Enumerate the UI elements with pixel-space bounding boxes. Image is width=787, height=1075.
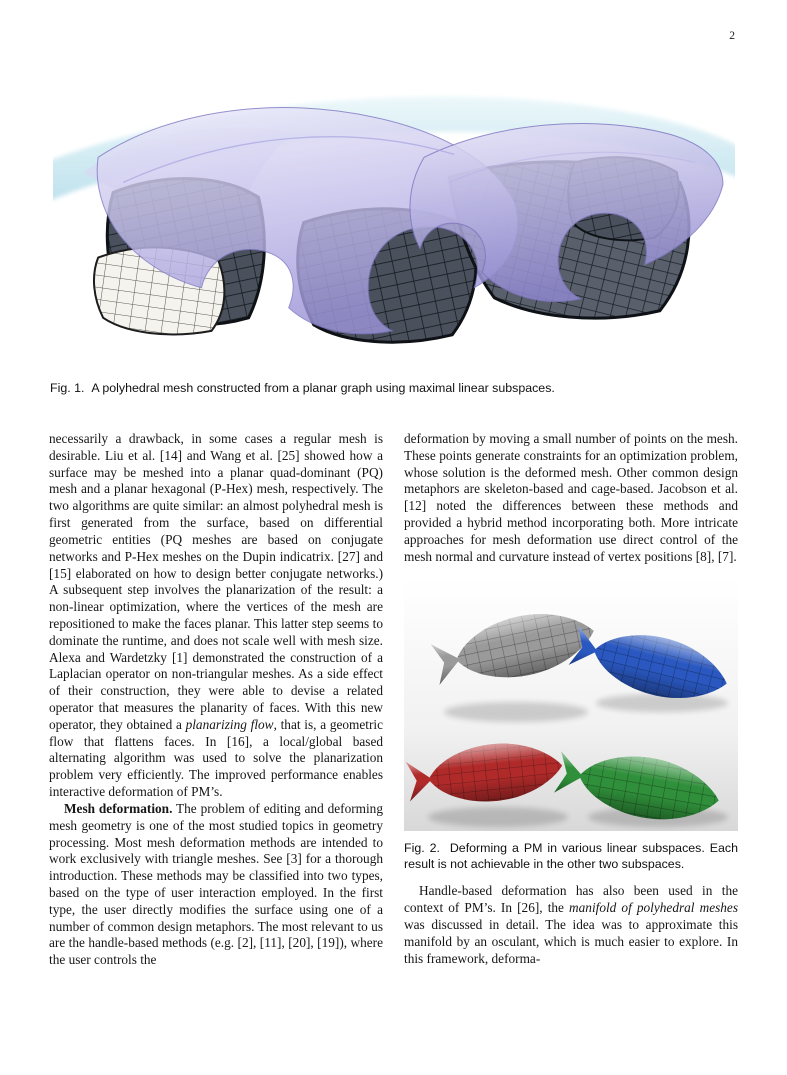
body-text: was discussed in detail. The idea was to approximate this manifold by an osculant, which is much easier to explore. In this framework, deforma- bbox=[404, 916, 738, 966]
italic-text: planarizing flow bbox=[185, 716, 274, 732]
body-text: necessarily a drawback, in some cases a regular mesh is desirable. Liu et al. [14] and Wang et al. [25] showed how a surface may be meshed into a planar quad-dominant (PQ) mesh and a planar hexagonal (P-Hex) mesh, respectively. The two algorithms are quite similar: an almost polyhedral mesh is first generated from the surface, based on differential geometric entities (PQ meshes are based on conjugate networks and P-Hex meshes on the Dupin indicatrix. [27] and [15] elaborated on how to design better conjugate networks.) A subsequent step involves the planarization of the result: a non-linear optimization, where the vertices of the mesh are repositioned to make the faces planar. This latter step seems to dominate the runtime, and does not scale well with mesh size. Alexa and Wardetzky [1] demonstrated the construction of a Laplacian operator on non-triangular meshes. As a side effect of their construction, they were able to devise a related operator that measures the planarity of faces. With this new operator, they obtained a bbox=[49, 431, 383, 732]
right-column bbox=[404, 431, 738, 969]
body-text: The problem of editing and deforming mesh geometry is one of the most studied topics in geometry processing. Most mesh deformation methods are intended to work exclusively with triangle meshes. See [3] for a thorough introduction. These methods may be classified into two types, based on the type of user interaction employed. In the first type, the user directly modifies the surface using one of a number of common design metaphors. The most relevant to us are the handle-based methods (e.g. [2], [11], [20], [19]), where the user controls the bbox=[49, 800, 383, 968]
shadow bbox=[428, 807, 568, 827]
right-column-top bbox=[404, 431, 738, 566]
body-text: , that is, a geometric flow that flattens faces. In [16], a local/global based alternating algorithm was used to solve the planarization problem very efficiently. The improved performance enables interactive deformation of PM’s. bbox=[49, 716, 383, 800]
text-columns bbox=[49, 431, 738, 969]
bold-text: Mesh deformation. bbox=[64, 800, 173, 816]
body-text: deformation by moving a small number of points on the mesh. These points generate constraints for an optimization problem, whose solution is the deformed mesh. Other common design metaphors are skeleton-based and cage-based. Jacobson et al. [12] noted the differences between these methods and provided a hybrid method incorporating both. More intricate approaches for mesh deformation use direct control of the mesh normal and curvature instead of vertex positions [8], [7]. bbox=[404, 431, 738, 564]
paragraph bbox=[404, 431, 738, 566]
fig1-image bbox=[53, 62, 735, 371]
italic-text: manifold of polyhedral meshes bbox=[569, 900, 738, 916]
figure-2 bbox=[404, 579, 738, 873]
figure-2-caption: Fig. 2. Deforming a PM in various linear subspaces. Each result is not achievable in the other two subspaces. bbox=[404, 840, 738, 871]
paragraph bbox=[404, 883, 738, 967]
figure-1 bbox=[50, 62, 738, 396]
paragraph bbox=[49, 431, 383, 801]
right-column-bottom bbox=[404, 883, 738, 967]
body-text: Handle-based deformation has also been used in the context of PM’s. In [26], the bbox=[404, 883, 738, 916]
page-number: 2 bbox=[729, 30, 735, 42]
paragraph bbox=[49, 801, 383, 969]
fig2-image bbox=[404, 579, 738, 831]
shadow bbox=[444, 702, 588, 722]
left-column bbox=[49, 431, 383, 969]
figure-1-caption: Fig. 1. A polyhedral mesh constructed from a planar graph using maximal linear subspaces. bbox=[50, 381, 555, 395]
